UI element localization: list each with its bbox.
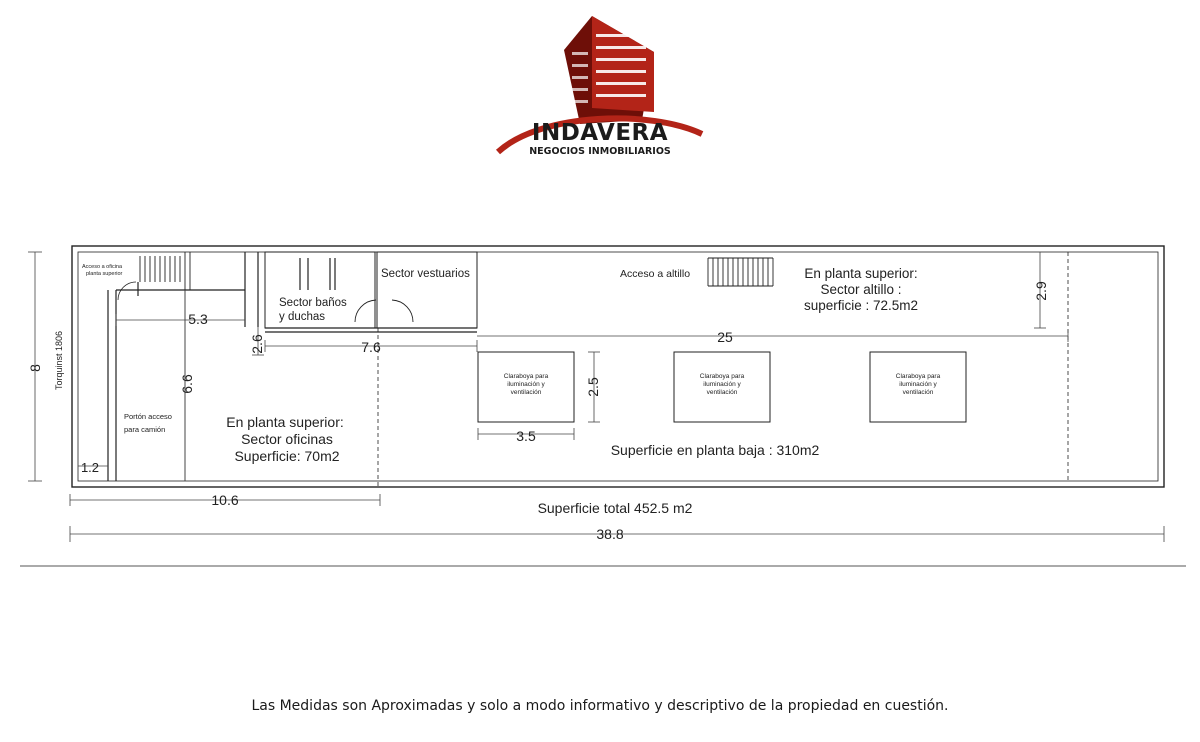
skylight-3-label-3: ventilación: [902, 389, 934, 396]
bathrooms-label-2: y duchas: [279, 311, 326, 323]
skylight-3-label-2: iluminación y: [899, 381, 937, 388]
dim-skylight-h: 2.5: [585, 377, 601, 397]
dim-gate: 1.2: [80, 460, 100, 475]
skylight-1-label-1: Claraboya para: [503, 373, 549, 380]
skylight-2-label-1: Claraboya para: [699, 373, 745, 380]
dim-office-width: 10.6: [211, 492, 239, 508]
skylight-1-label-2: iluminación y: [507, 381, 545, 388]
dim-right-width: 25: [717, 329, 733, 345]
bathrooms-label-1: Sector baños: [279, 297, 347, 309]
skylight-3-label-1: Claraboya para: [895, 373, 941, 380]
skylight-2-label-3: ventilación: [706, 389, 738, 396]
loft-access-label: Acceso a altillo: [620, 268, 691, 280]
offices-label-1: En planta superior:: [226, 414, 344, 430]
entrance-access-label-2: planta superior: [86, 271, 123, 277]
dim-left-height: 6.6: [179, 374, 195, 394]
loft-label-2: Sector altillo :: [820, 282, 902, 297]
dim-left-offset: 5.3: [188, 311, 208, 327]
dim-skylight-w: 3.5: [516, 428, 536, 444]
stairs-entrance: [140, 252, 190, 290]
truck-gate-label-1: Portón acceso: [124, 412, 172, 421]
dim-loft-depth: 2.9: [1033, 281, 1049, 301]
offices-label-3: Superficie: 70m2: [234, 448, 340, 464]
loft-label-1: En planta superior:: [804, 266, 918, 281]
dim-width-total: 38.8: [596, 526, 624, 542]
skylight-1-label-3: ventilación: [510, 389, 542, 396]
offices-label-2: Sector oficinas: [241, 431, 333, 447]
brand-name: INDAVERA: [531, 120, 669, 146]
truck-gate-label-2: para camión: [124, 425, 166, 434]
street-label: Torquinst 1806: [54, 330, 64, 390]
lockers-label: Sector vestuarios: [381, 268, 470, 280]
skylight-2-label-2: iluminación y: [703, 381, 741, 388]
disclaimer-text: Las Medidas son Aproximadas y solo a modo informativo y descriptivo de la propiedad en cuestión.: [251, 698, 949, 714]
dim-height-total: 8: [27, 364, 43, 372]
brand-tagline: NEGOCIOS INMOBILIARIOS: [529, 146, 671, 157]
stairs-loft: [708, 258, 773, 286]
entrance-access-label-1: Acceso a oficina: [82, 264, 123, 270]
ground-floor-area: Superficie en planta baja : 310m2: [610, 442, 820, 458]
total-area: Superficie total 452.5 m2: [537, 500, 693, 516]
dim-mid-width: 7.6: [361, 339, 381, 355]
dim-corridor: 2.6: [249, 334, 265, 354]
loft-label-3: superficie : 72.5m2: [803, 298, 919, 313]
